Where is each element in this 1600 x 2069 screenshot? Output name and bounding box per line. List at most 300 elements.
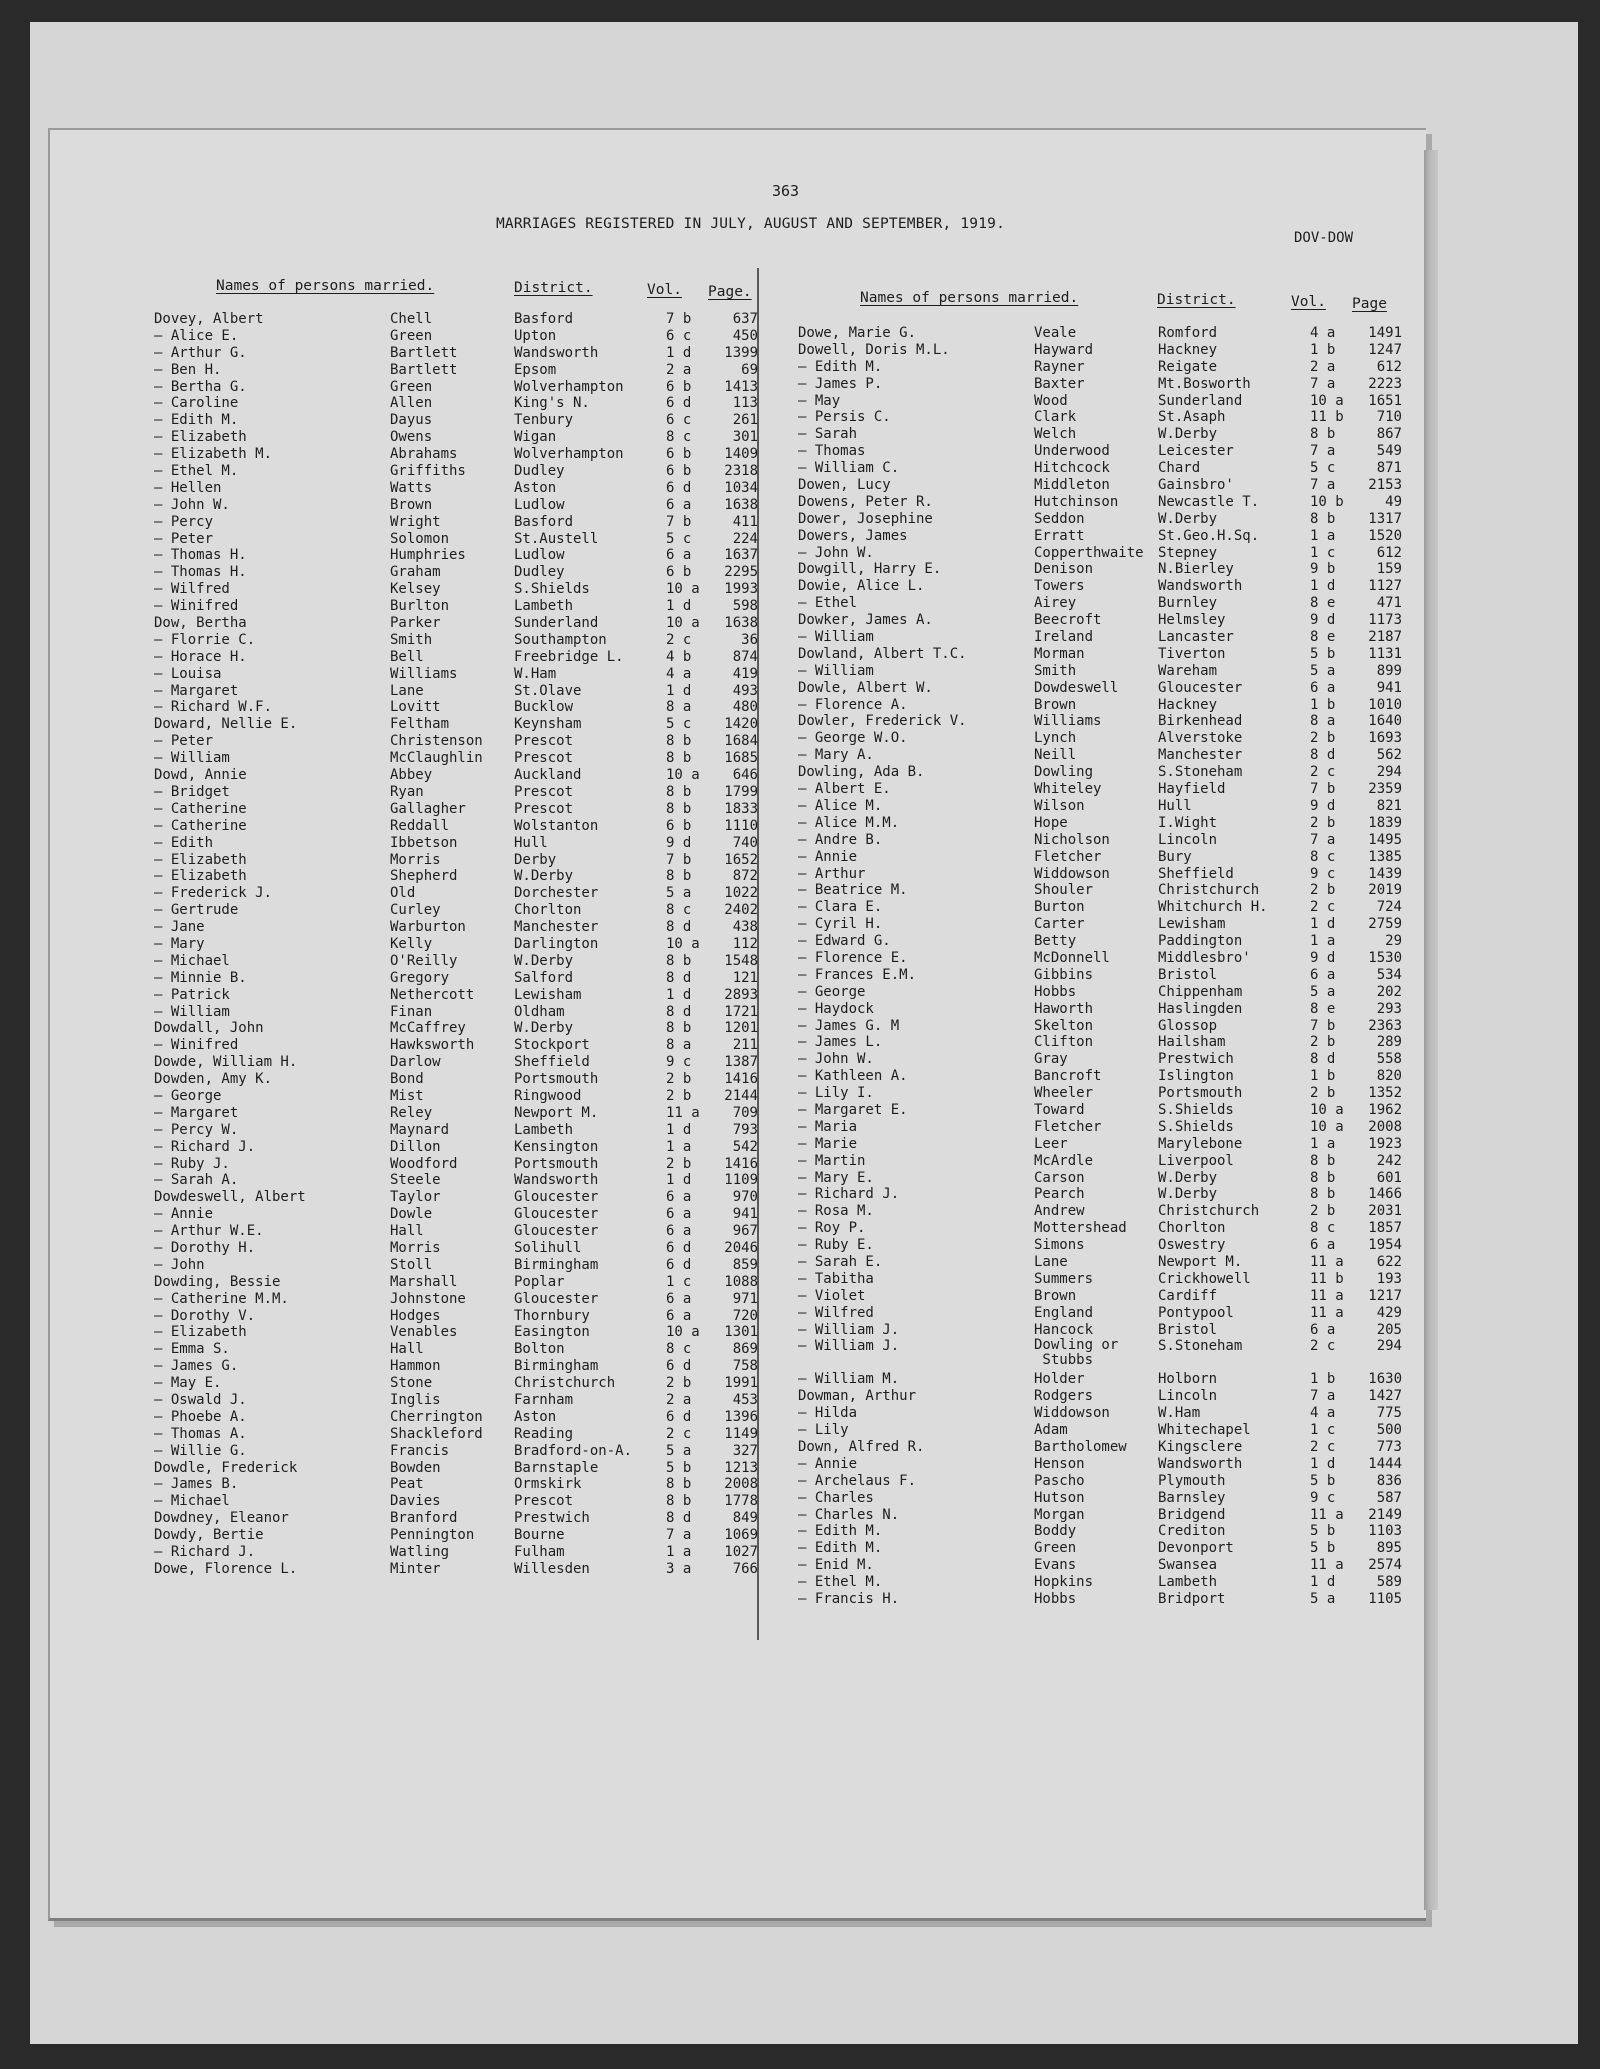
entry-district: W.Derby [1158,1169,1218,1186]
entry-page: 1530 [1368,949,1402,966]
entry-district: Cardiff [1158,1287,1218,1304]
entry-volume: 1 d [666,598,692,615]
entry-district: Lambeth [514,1121,574,1138]
entry-page: 1857 [1368,1220,1402,1237]
entry-spouse-surname: Davies [390,1493,441,1510]
entry-page: 411 [732,513,758,530]
entry-page: 69 [741,361,758,378]
entry-name: — William [154,750,230,767]
entry-volume: 6 a [1310,1237,1336,1254]
entry-name: Dowler, Frederick V. [798,713,967,730]
entry-district: Ludlow [514,496,565,513]
entry-name: — Annie [798,1455,858,1472]
entry-spouse-surname: Carson [1034,1169,1085,1186]
entry-page: 1399 [724,344,758,361]
entry-volume: 1 d [666,1172,692,1189]
entry-volume: 1 d [666,986,692,1003]
entry-spouse-surname: Clifton [1034,1034,1094,1051]
entry-volume: 6 b [666,817,692,834]
entry-page: 1638 [724,496,758,513]
entry-volume: 9 c [1310,865,1336,882]
entry-name: — Michael [154,952,230,969]
entry-spouse-surname: Ibbetson [390,834,458,851]
entry-district: Christchurch [1158,882,1260,899]
entry-page: 1103 [1368,1523,1402,1540]
entry-name: — Thomas [798,443,866,460]
entry-volume: 8 b [666,1493,692,1510]
entry-spouse-surname: Veale [1034,325,1077,341]
entry-name: — Florence E. [798,949,908,966]
entry-spouse-surname: Reddall [390,817,450,834]
entry-spouse-surname: McCaffrey [390,1020,466,1037]
entry-spouse-surname: McArdle [1034,1152,1094,1169]
column-header-vol: Vol. [647,282,682,298]
entry-volume: 2 a [666,361,692,378]
entry-name: Dowen, Lucy [798,477,891,494]
entry-name: — Roy P. [798,1220,866,1237]
entry-volume: 8 e [1310,1000,1336,1017]
entry-spouse-surname: Hutson [1034,1489,1085,1506]
entry-district: Bridport [1158,1591,1226,1608]
entry-district: S.Stoneham [1158,764,1243,781]
entry-district: Hull [514,834,548,851]
entry-name: — Elizabeth M. [154,446,273,463]
entry-name: — Margaret E. [798,1101,908,1118]
entry-spouse-surname: Chell [390,311,433,327]
entry-name: — Winifred [154,598,239,615]
entry-district: W.Derby [514,952,574,969]
entry-page: 1217 [1368,1287,1402,1304]
entry-spouse-surname: Shepherd [390,868,458,885]
entry-volume: 10 a [1310,1101,1344,1118]
entry-spouse-surname: Toward [1034,1101,1085,1118]
entry-volume: 10 b [1310,493,1344,510]
entry-name: — Elizabeth [154,851,247,868]
entry-district: Oldham [514,1003,565,1020]
entry-name: — William [798,629,874,646]
entry-page: 500 [1376,1422,1402,1439]
entry-volume: 6 d [666,479,692,496]
entry-page: 1833 [724,800,758,817]
entry-district: Wolstanton [514,817,599,834]
entry-spouse-surname: Marshall [390,1273,458,1290]
entry-name: Dovey, Albert [154,311,264,327]
entry-district: Auckland [514,767,582,784]
entry-district: Wolverhampton [514,446,624,463]
entry-spouse-surname: McDonnell [1034,949,1110,966]
entry-page: 558 [1376,1051,1402,1068]
entry-district: Tenbury [514,412,574,429]
entry-spouse-surname: Steele [390,1172,441,1189]
entry-volume: 2 c [1310,1439,1336,1455]
entry-spouse-surname: Stoll [390,1256,433,1273]
entry-page: 1420 [724,716,758,733]
entry-spouse-surname: Griffiths [390,463,466,480]
entry-volume: 2 b [666,1155,692,1172]
entry-spouse-surname: Burton [1034,899,1085,916]
entry-name: — Francis H. [798,1591,900,1608]
entry-district: Willesden [514,1560,590,1577]
entry-page: 224 [732,530,758,547]
entry-district: Helmsley [1158,612,1226,629]
entry-spouse-surname: Green [390,327,433,344]
entry-page: 941 [1376,679,1402,696]
entry-volume: 1 d [666,682,692,699]
entry-volume: 8 c [1310,848,1336,865]
entry-page: 1491 [1368,325,1402,341]
entry-spouse-surname: Venables [390,1324,458,1341]
entry-volume: 7 b [666,311,692,327]
entry-district: Lancaster [1158,629,1234,646]
entry-page: 2359 [1368,781,1402,798]
page-edge [1424,150,1438,1910]
entry-spouse-surname: Branford [390,1510,458,1527]
entry-name: — Mary [154,935,205,952]
entry-name: — John W. [798,544,874,561]
entry-district: Darlington [514,935,599,952]
entry-name: — Arthur W.E. [154,1223,264,1240]
entry-volume: 8 b [666,1476,692,1493]
entry-district: Portsmouth [514,1071,599,1088]
entry-name: Down, Alfred R. [798,1439,925,1455]
entry-district: Prescot [514,1493,574,1510]
entry-spouse-surname: Hobbs [1034,983,1077,1000]
entry-volume: 2 b [666,1087,692,1104]
entry-name: — Gertrude [154,902,239,919]
entry-district: Solihull [514,1239,582,1256]
entry-name: — Minnie B. [154,969,247,986]
entry-spouse-surname: Finan [390,1003,433,1020]
entry-district: Birmingham [514,1256,599,1273]
entry-page: 1962 [1368,1101,1402,1118]
entry-volume: 5 a [1310,662,1336,679]
column-header-district: District. [1157,292,1236,308]
entry-name: — Margaret [154,682,239,699]
entry-spouse-surname: Brown [390,496,433,513]
entry-name: — Catherine [154,800,247,817]
entry-page: 710 [1376,409,1402,426]
entry-district: Hailsham [1158,1034,1226,1051]
entry-page: 869 [732,1341,758,1358]
entry-spouse-surname: Maynard [390,1121,450,1138]
entry-district: Sunderland [514,615,599,632]
entry-volume: 1 d [666,1121,692,1138]
entry-spouse-surname: Old [390,885,416,902]
entry-name: — Margaret [154,1104,239,1121]
column-header-vol: Vol. [1291,294,1326,310]
entry-name: — Charles N. [798,1506,900,1523]
entry-name: — Edith M. [798,1540,883,1557]
entry-district: Wareham [1158,662,1218,679]
entry-volume: 10 a [1310,392,1344,409]
entry-name: — Catherine M.M. [154,1290,289,1307]
entry-volume: 2 a [666,1392,692,1408]
entry-name: — Hilda [798,1405,858,1422]
entry-volume: 8 d [666,969,692,986]
entry-page: 294 [1376,764,1402,781]
entry-spouse-surname: Carter [1034,916,1085,933]
entry-page: 113 [732,395,758,412]
entry-spouse-surname: Denison [1034,561,1094,578]
entry-page: 261 [732,412,758,429]
entry-page: 766 [732,1560,758,1577]
entry-spouse-surname: England [1034,1304,1094,1321]
entry-page: 836 [1376,1472,1402,1489]
entry-page: 612 [1376,358,1402,375]
entry-name: — Ethel [798,595,858,612]
entry-page: 562 [1376,747,1402,764]
entry-page: 758 [732,1358,758,1375]
entry-volume: 5 a [666,885,692,902]
entry-name: — James P. [798,375,883,392]
entry-name: — May [798,392,841,409]
entry-spouse-surname: Henson [1034,1455,1085,1472]
entry-volume: 2 b [666,1071,692,1088]
entry-page: 2295 [724,564,758,581]
entry-page: 471 [1376,595,1402,612]
entry-spouse-surname: Christenson [390,733,483,750]
entry-volume: 8 b [666,800,692,817]
entry-volume: 1 b [1310,1371,1336,1388]
entry-page: 301 [732,429,758,446]
entry-spouse-surname: Dillon [390,1138,441,1155]
entry-name: — George [154,1087,222,1104]
entry-district: Basford [514,311,574,327]
entry-volume: 8 b [666,952,692,969]
entry-spouse-surname: Gallagher [390,800,466,817]
entry-page: 1131 [1368,645,1402,662]
entry-name: — James G. [154,1358,239,1375]
entry-district: Leicester [1158,443,1234,460]
entry-page: 429 [1376,1304,1402,1321]
entry-district: King's N. [514,395,590,412]
entry-district: Prescot [514,783,574,800]
entry-page: 1638 [724,615,758,632]
entry-spouse-surname: Andrew [1034,1203,1085,1220]
entry-spouse-surname: Middleton [1034,477,1110,494]
entry-spouse-surname: Humphries [390,547,466,564]
entry-page: 709 [732,1104,758,1121]
entry-spouse-surname: Lovitt [390,699,441,716]
entry-spouse-surname: Pascho [1034,1472,1085,1489]
entry-district: Gloucester [1158,679,1243,696]
entry-spouse-surname: Abrahams [390,446,458,463]
entry-spouse-surname: Burlton [390,598,450,615]
entry-page: 2153 [1368,477,1402,494]
entry-name: — George [798,983,866,1000]
entry-volume: 6 a [666,547,692,564]
entry-district: St.Asaph [1158,409,1226,426]
entry-district: Chorlton [1158,1220,1226,1237]
entry-page: 1993 [724,581,758,598]
entry-district: Salford [514,969,574,986]
entry-page: 871 [1376,460,1402,477]
entry-page: 1387 [724,1054,758,1071]
entry-spouse-surname: Johnstone [390,1290,466,1307]
entry-spouse-surname: Dowdeswell [1034,679,1119,696]
entry-volume: 6 c [666,412,692,429]
entry-spouse-surname: Solomon [390,530,450,547]
entry-name: — James B. [154,1476,239,1493]
entry-spouse-surname: Shackleford [390,1425,483,1442]
entry-page: 1651 [1368,392,1402,409]
entry-volume: 8 a [666,699,692,716]
entry-page: 1684 [724,733,758,750]
entry-name: — May E. [154,1375,222,1392]
entry-district: Devonport [1158,1540,1234,1557]
entry-page: 1466 [1368,1186,1402,1203]
entry-volume: 1 a [1310,1135,1336,1152]
entry-spouse-surname: Wood [1034,392,1068,409]
entry-name: — Ethel M. [798,1574,883,1591]
entry-district: St.Olave [514,682,582,699]
entry-volume: 6 a [666,1206,692,1223]
entry-district: Kensington [514,1138,599,1155]
entry-district: Romford [1158,325,1218,341]
entry-volume: 1 a [666,1138,692,1155]
entry-district: W.Derby [1158,510,1218,527]
entry-spouse-surname: Morgan [1034,1506,1085,1523]
entry-spouse-surname: Dowle [390,1206,433,1223]
entry-district: Gloucester [514,1189,599,1206]
entry-volume: 2 c [1310,764,1336,781]
entry-district: Plymouth [1158,1472,1226,1489]
entry-volume: 1 d [1310,578,1336,595]
column-header-names: Names of persons married. [860,290,1079,306]
entry-spouse-surname: Owens [390,429,433,446]
column-header-district: District. [514,280,593,296]
entry-name: — Florence A. [798,696,908,713]
entry-district: Alverstoke [1158,730,1243,747]
entry-volume: 6 d [666,395,692,412]
entry-volume: 8 c [666,902,692,919]
entry-volume: 5 a [1310,983,1336,1000]
entry-name: — Haydock [798,1000,874,1017]
entry-name: Dowding, Bessie [154,1273,281,1290]
entry-district: Wandsworth [1158,578,1243,595]
entry-volume: 7 a [1310,1388,1336,1405]
entry-name: Dowle, Albert W. [798,679,933,696]
entry-volume: 8 c [666,1341,692,1358]
entry-volume: 1 d [1310,916,1336,933]
entry-district: Hull [1158,797,1192,814]
index-range: DOV-DOW [1294,230,1354,246]
entry-page: 1991 [724,1375,758,1392]
entry-page: 2149 [1368,1506,1402,1523]
entry-page: 202 [1376,983,1402,1000]
entry-spouse-surname: Morris [390,1239,441,1256]
entry-page: 646 [732,767,758,784]
entry-page: 480 [732,699,758,716]
entry-volume: 5 c [1310,460,1336,477]
entry-district: Bristol [1158,966,1218,983]
entry-spouse-surname: Stone [390,1375,433,1392]
entry-spouse-surname: Hammon [390,1358,441,1375]
entry-district: Prestwich [1158,1051,1234,1068]
entry-name: — Rosa M. [798,1203,874,1220]
entry-district: Derby [514,851,557,868]
entry-page: 205 [1376,1321,1402,1338]
entry-spouse-surname: Boddy [1034,1523,1077,1540]
entry-name: — Annie [154,1206,214,1223]
entry-spouse-surname: Williams [1034,713,1102,730]
entry-spouse-surname: Warburton [390,919,466,936]
entry-volume: 2 b [1310,1203,1336,1220]
entry-page: 1127 [1368,578,1402,595]
entry-page: 1105 [1368,1591,1402,1608]
entry-name: — Bertha G. [154,378,247,395]
entry-page: 36 [741,631,758,648]
entry-name: Dowman, Arthur [798,1388,917,1405]
entry-page: 2031 [1368,1203,1402,1220]
entry-volume: 1 a [666,1544,692,1561]
entry-spouse-surname: Mottershead [1034,1220,1127,1237]
entry-spouse-surname: Francis [390,1442,450,1459]
entry-page: 2223 [1368,375,1402,392]
entry-page: 453 [732,1392,758,1408]
entry-name: — Florrie C. [154,631,256,648]
entry-district: Tiverton [1158,645,1226,662]
entry-name: Dowling, Ada B. [798,764,925,781]
entry-volume: 8 b [1310,426,1336,443]
entry-page: 1201 [724,1020,758,1037]
entry-spouse-surname: Lynch [1034,730,1077,747]
entry-name: Dowens, Peter R. [798,493,933,510]
entry-name: — John W. [798,1051,874,1068]
entry-page: 2402 [724,902,758,919]
entry-district: Sheffield [1158,865,1234,882]
entry-volume: 1 b [1310,341,1336,358]
entry-spouse-surname: Clark [1034,409,1077,426]
entry-volume: 9 d [1310,612,1336,629]
entry-name: — Albert E. [798,781,891,798]
entry-district: Wandsworth [514,344,599,361]
entry-district: Birmingham [514,1358,599,1375]
entry-name: — Sarah [798,426,858,443]
entry-volume: 10 a [1310,1118,1344,1135]
entry-name: — Frederick J. [154,885,273,902]
entry-page: 589 [1376,1574,1402,1591]
entry-district: Kingsclere [1158,1439,1243,1455]
entry-volume: 8 b [1310,1169,1336,1186]
entry-name: — Winifred [154,1037,239,1054]
entry-district: Dorchester [514,885,599,902]
entry-name: — Sarah A. [154,1172,239,1189]
entry-district: Lewisham [1158,916,1226,933]
entry-spouse-surname: Beecroft [1034,612,1102,629]
entry-volume: 10 a [666,1324,700,1341]
entry-spouse-surname: Allen [390,395,433,412]
entry-page: 1409 [724,446,758,463]
entry-page: 821 [1376,797,1402,814]
entry-district: Basford [514,513,574,530]
entry-page: 895 [1376,1540,1402,1557]
entry-district: Dudley [514,463,565,480]
entry-page: 967 [732,1223,758,1240]
entry-page: 970 [732,1189,758,1206]
entry-name: — Edward G. [798,933,891,950]
entry-volume: 3 a [666,1560,692,1577]
entry-page: 637 [732,311,758,327]
entry-spouse-surname: Parker [390,615,441,632]
entry-name: — Lily [798,1422,849,1439]
entry-volume: 7 a [1310,375,1336,392]
entry-volume: 9 d [1310,797,1336,814]
entry-district: Aston [514,1408,557,1425]
entry-volume: 1 d [1310,1574,1336,1591]
entry-district: W.Derby [1158,426,1218,443]
entry-spouse-surname: Minter [390,1560,441,1577]
